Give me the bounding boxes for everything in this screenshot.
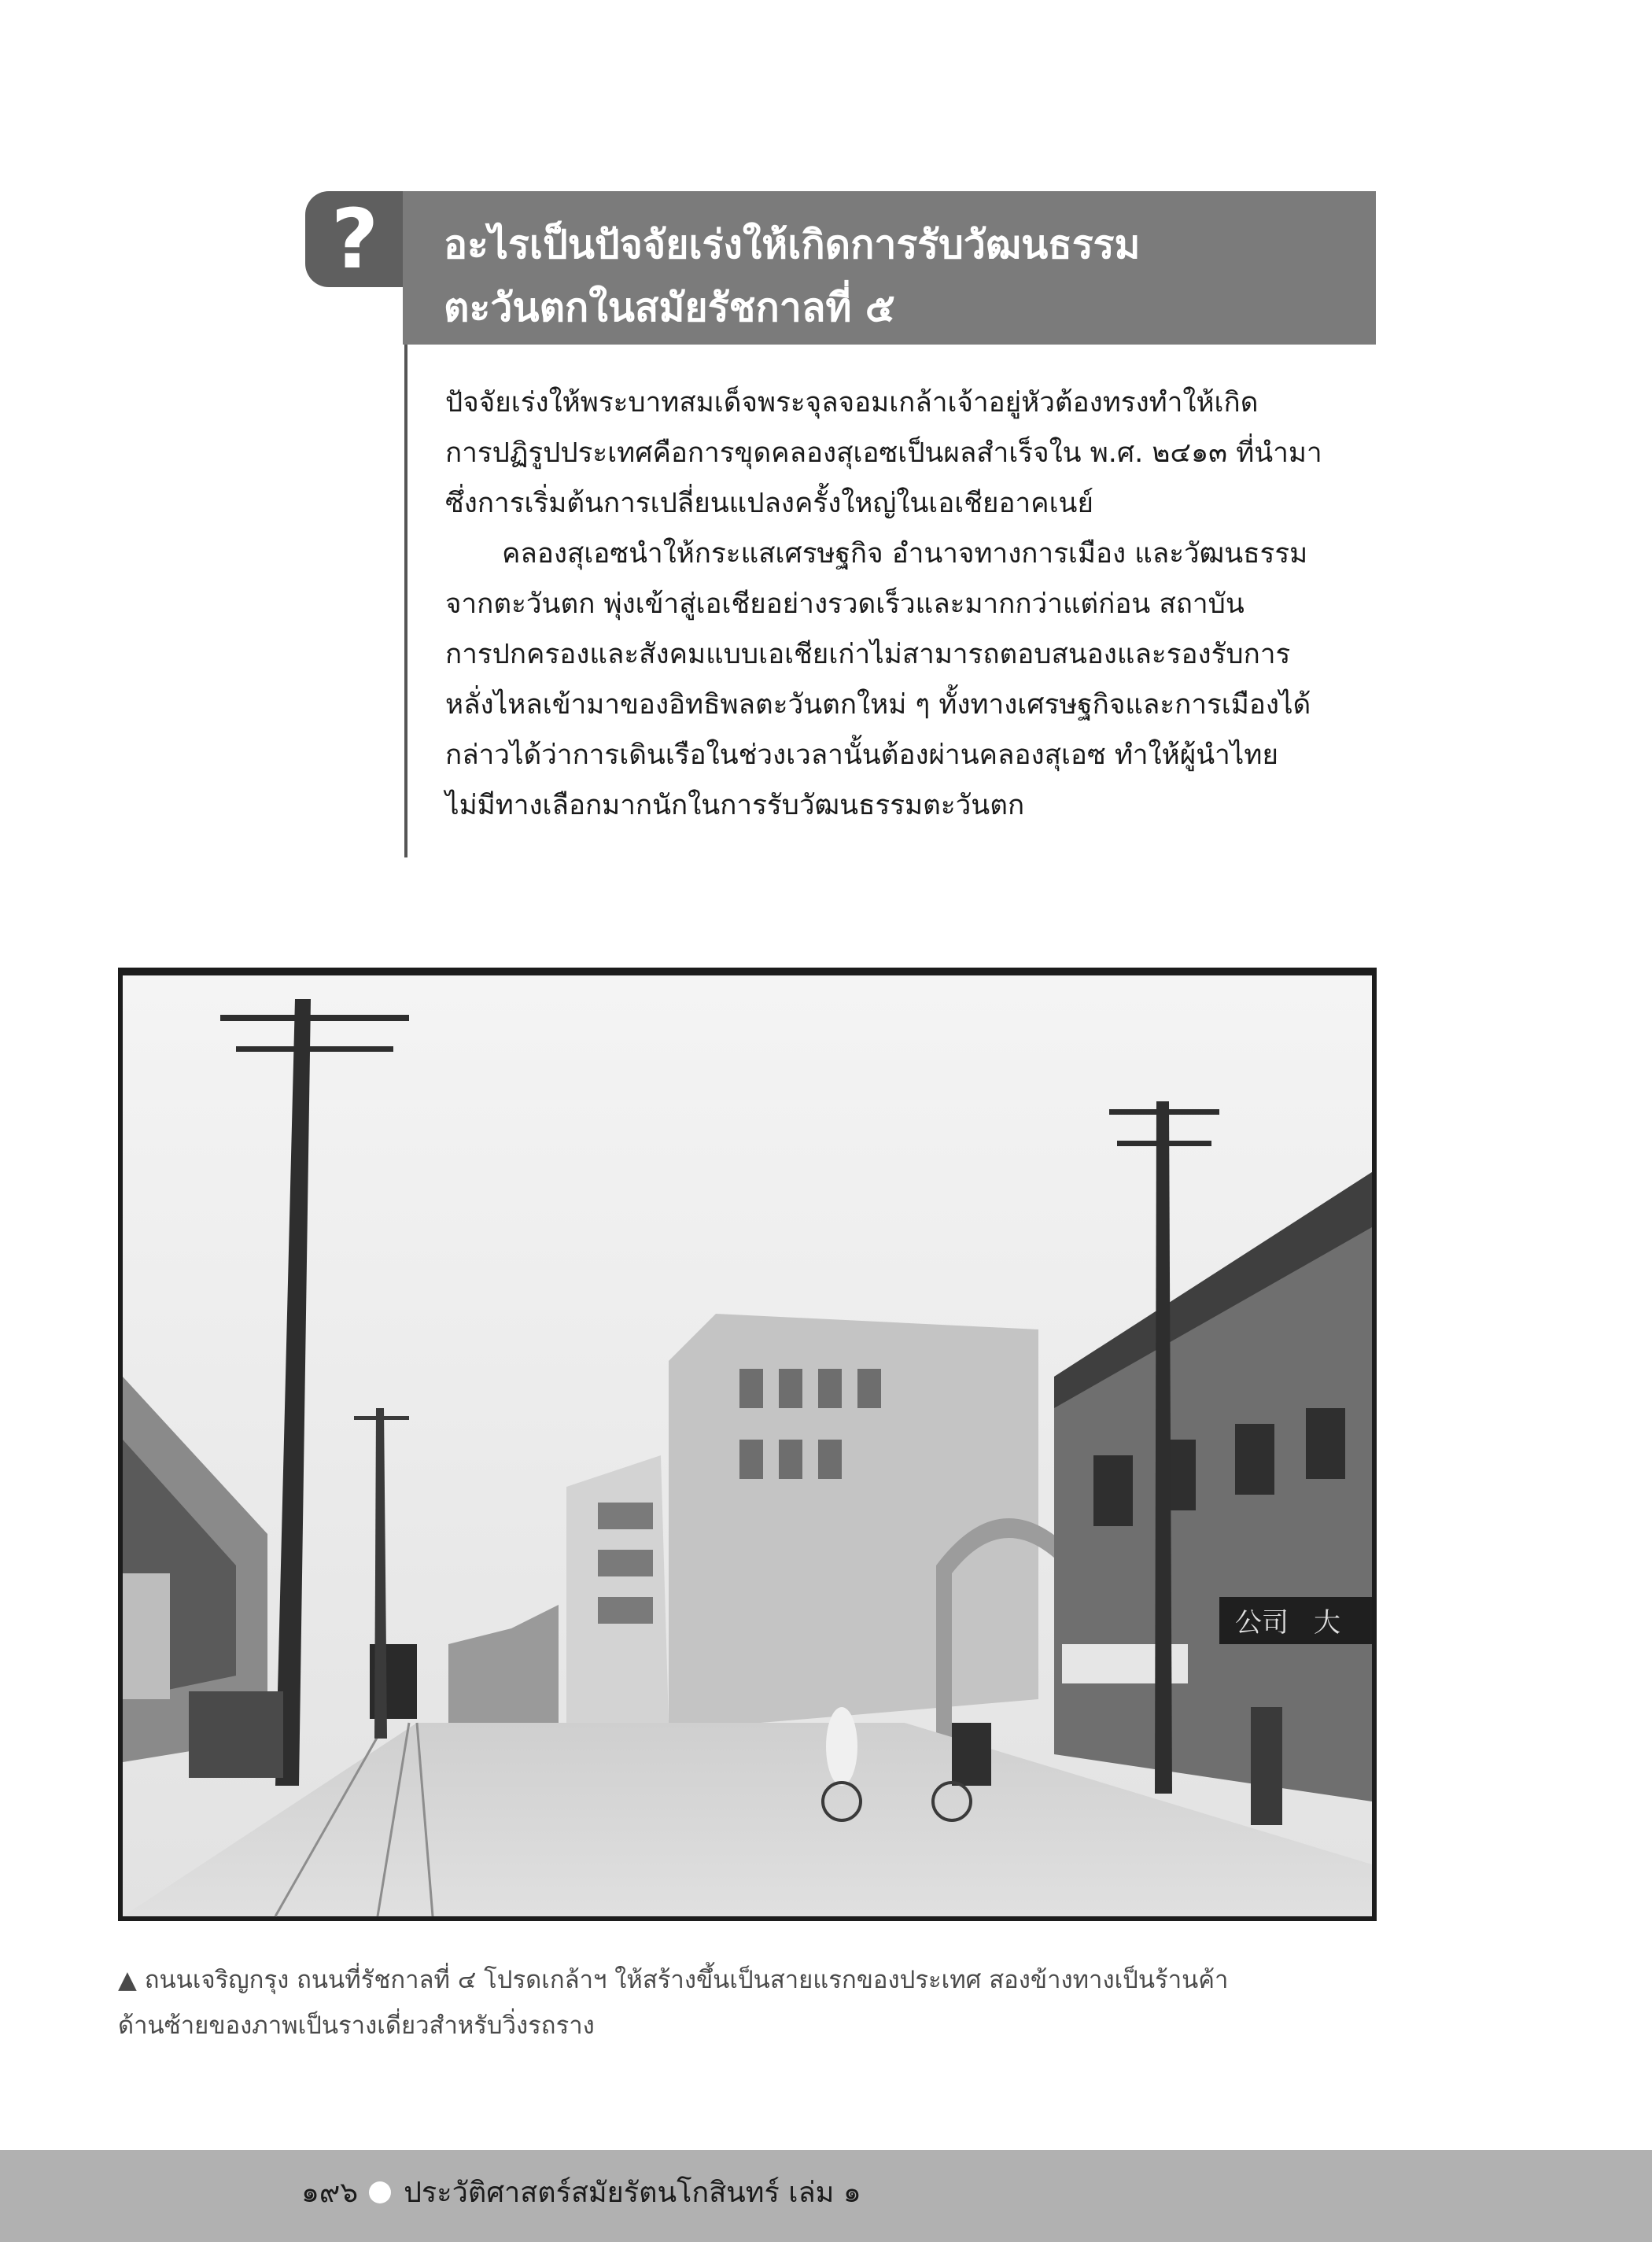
- question-header: [403, 191, 1376, 345]
- street-photo-illustration: [118, 968, 1377, 1921]
- question-title-line-1: อะไรเป็นปัจจัยเร่งให้เกิดการรับวัฒนธรรม: [444, 222, 1141, 267]
- question-mark-badge: [305, 191, 404, 287]
- shop-sign-text-2: 大: [1314, 1607, 1340, 1639]
- caption-line-2: ด้านซ้ายของภาพเป็นรางเดี่ยวสำหรับวิ่งรถราง: [118, 2012, 595, 2040]
- p1-line-3: ซึ่งการเริ่มต้นการเปลี่ยนแปลงครั้งใหญ่ในเอเชียอาคเนย์: [445, 488, 1093, 519]
- photo-caption: [118, 1957, 1392, 2048]
- answer-text: [445, 378, 1380, 831]
- page-number: ๑๙๖: [301, 2177, 359, 2209]
- answer-side-rule: [404, 345, 407, 857]
- p2-line-3: การปกครองและสังคมแบบเอเชียเก่าไม่สามารถตอบสนองและรองรับการ: [445, 639, 1291, 670]
- p2-line-1: คลองสุเอซนำให้กระแสเศรษฐกิจ อำนาจทางการเมือง และวัฒนธรรม: [502, 538, 1308, 570]
- bullet-dot-icon: [369, 2181, 391, 2203]
- shop-sign-text-1: 公司: [1235, 1607, 1289, 1639]
- triangle-marker-icon: ▲: [118, 1966, 137, 1994]
- paragraph-2: [445, 529, 1380, 831]
- crowd-left: [189, 1691, 283, 1778]
- historic-street-photo: [118, 968, 1377, 1921]
- p1-line-2: การปฏิรูปประเทศคือการขุดคลองสุเอซเป็นผลสำเร็จใน พ.ศ. ๒๔๑๓ ที่นำมา: [445, 437, 1322, 469]
- pedestrian: [1251, 1707, 1282, 1825]
- white-building: [566, 1455, 669, 1727]
- question-title: [444, 213, 1344, 339]
- cyclist: [826, 1707, 857, 1786]
- question-title-line-2: ตะวันตกในสมัยรัชกาลที่ ๕: [444, 285, 895, 330]
- p1-line-1: ปัจจัยเร่งให้พระบาทสมเด็จพระจุลจอมเกล้าเจ้าอยู่หัวต้องทรงทำให้เกิด: [445, 387, 1259, 419]
- book-title: ประวัติศาสตร์สมัยรัตนโกสินทร์ เล่ม ๑: [404, 2177, 861, 2209]
- caption-line-1: ถนนเจริญกรุง ถนนที่รัชกาลที่ ๔ โปรดเกล้าฯ ให้สร้างขึ้นเป็นสายแรกของประเทศ สองข้างทางเป็นร้านค้า: [144, 1966, 1229, 1994]
- rickshaw: [952, 1723, 991, 1786]
- tall-building: [669, 1314, 1038, 1731]
- p2-line-6: ไม่มีทางเลือกมากนักในการรับวัฒนธรรมตะวันตก: [445, 790, 1025, 821]
- page-footer: [301, 2170, 861, 2214]
- paragraph-1: [445, 378, 1380, 529]
- question-mark-icon: ?: [330, 191, 379, 287]
- p2-line-2: จากตะวันตก พุ่งเข้าสู่เอเชียอย่างรวดเร็วและมากกว่าแต่ก่อน สถาบัน: [445, 588, 1245, 620]
- p2-line-5: กล่าวได้ว่าการเดินเรือในช่วงเวลานั้นต้องผ่านคลองสุเอซ ทำให้ผู้นำไทย: [445, 739, 1278, 771]
- p2-line-4: หลั่งไหลเข้ามาของอิทธิพลตะวันตกใหม่ ๆ ทั้งทางเศรษฐกิจและการเมืองได้: [445, 689, 1311, 721]
